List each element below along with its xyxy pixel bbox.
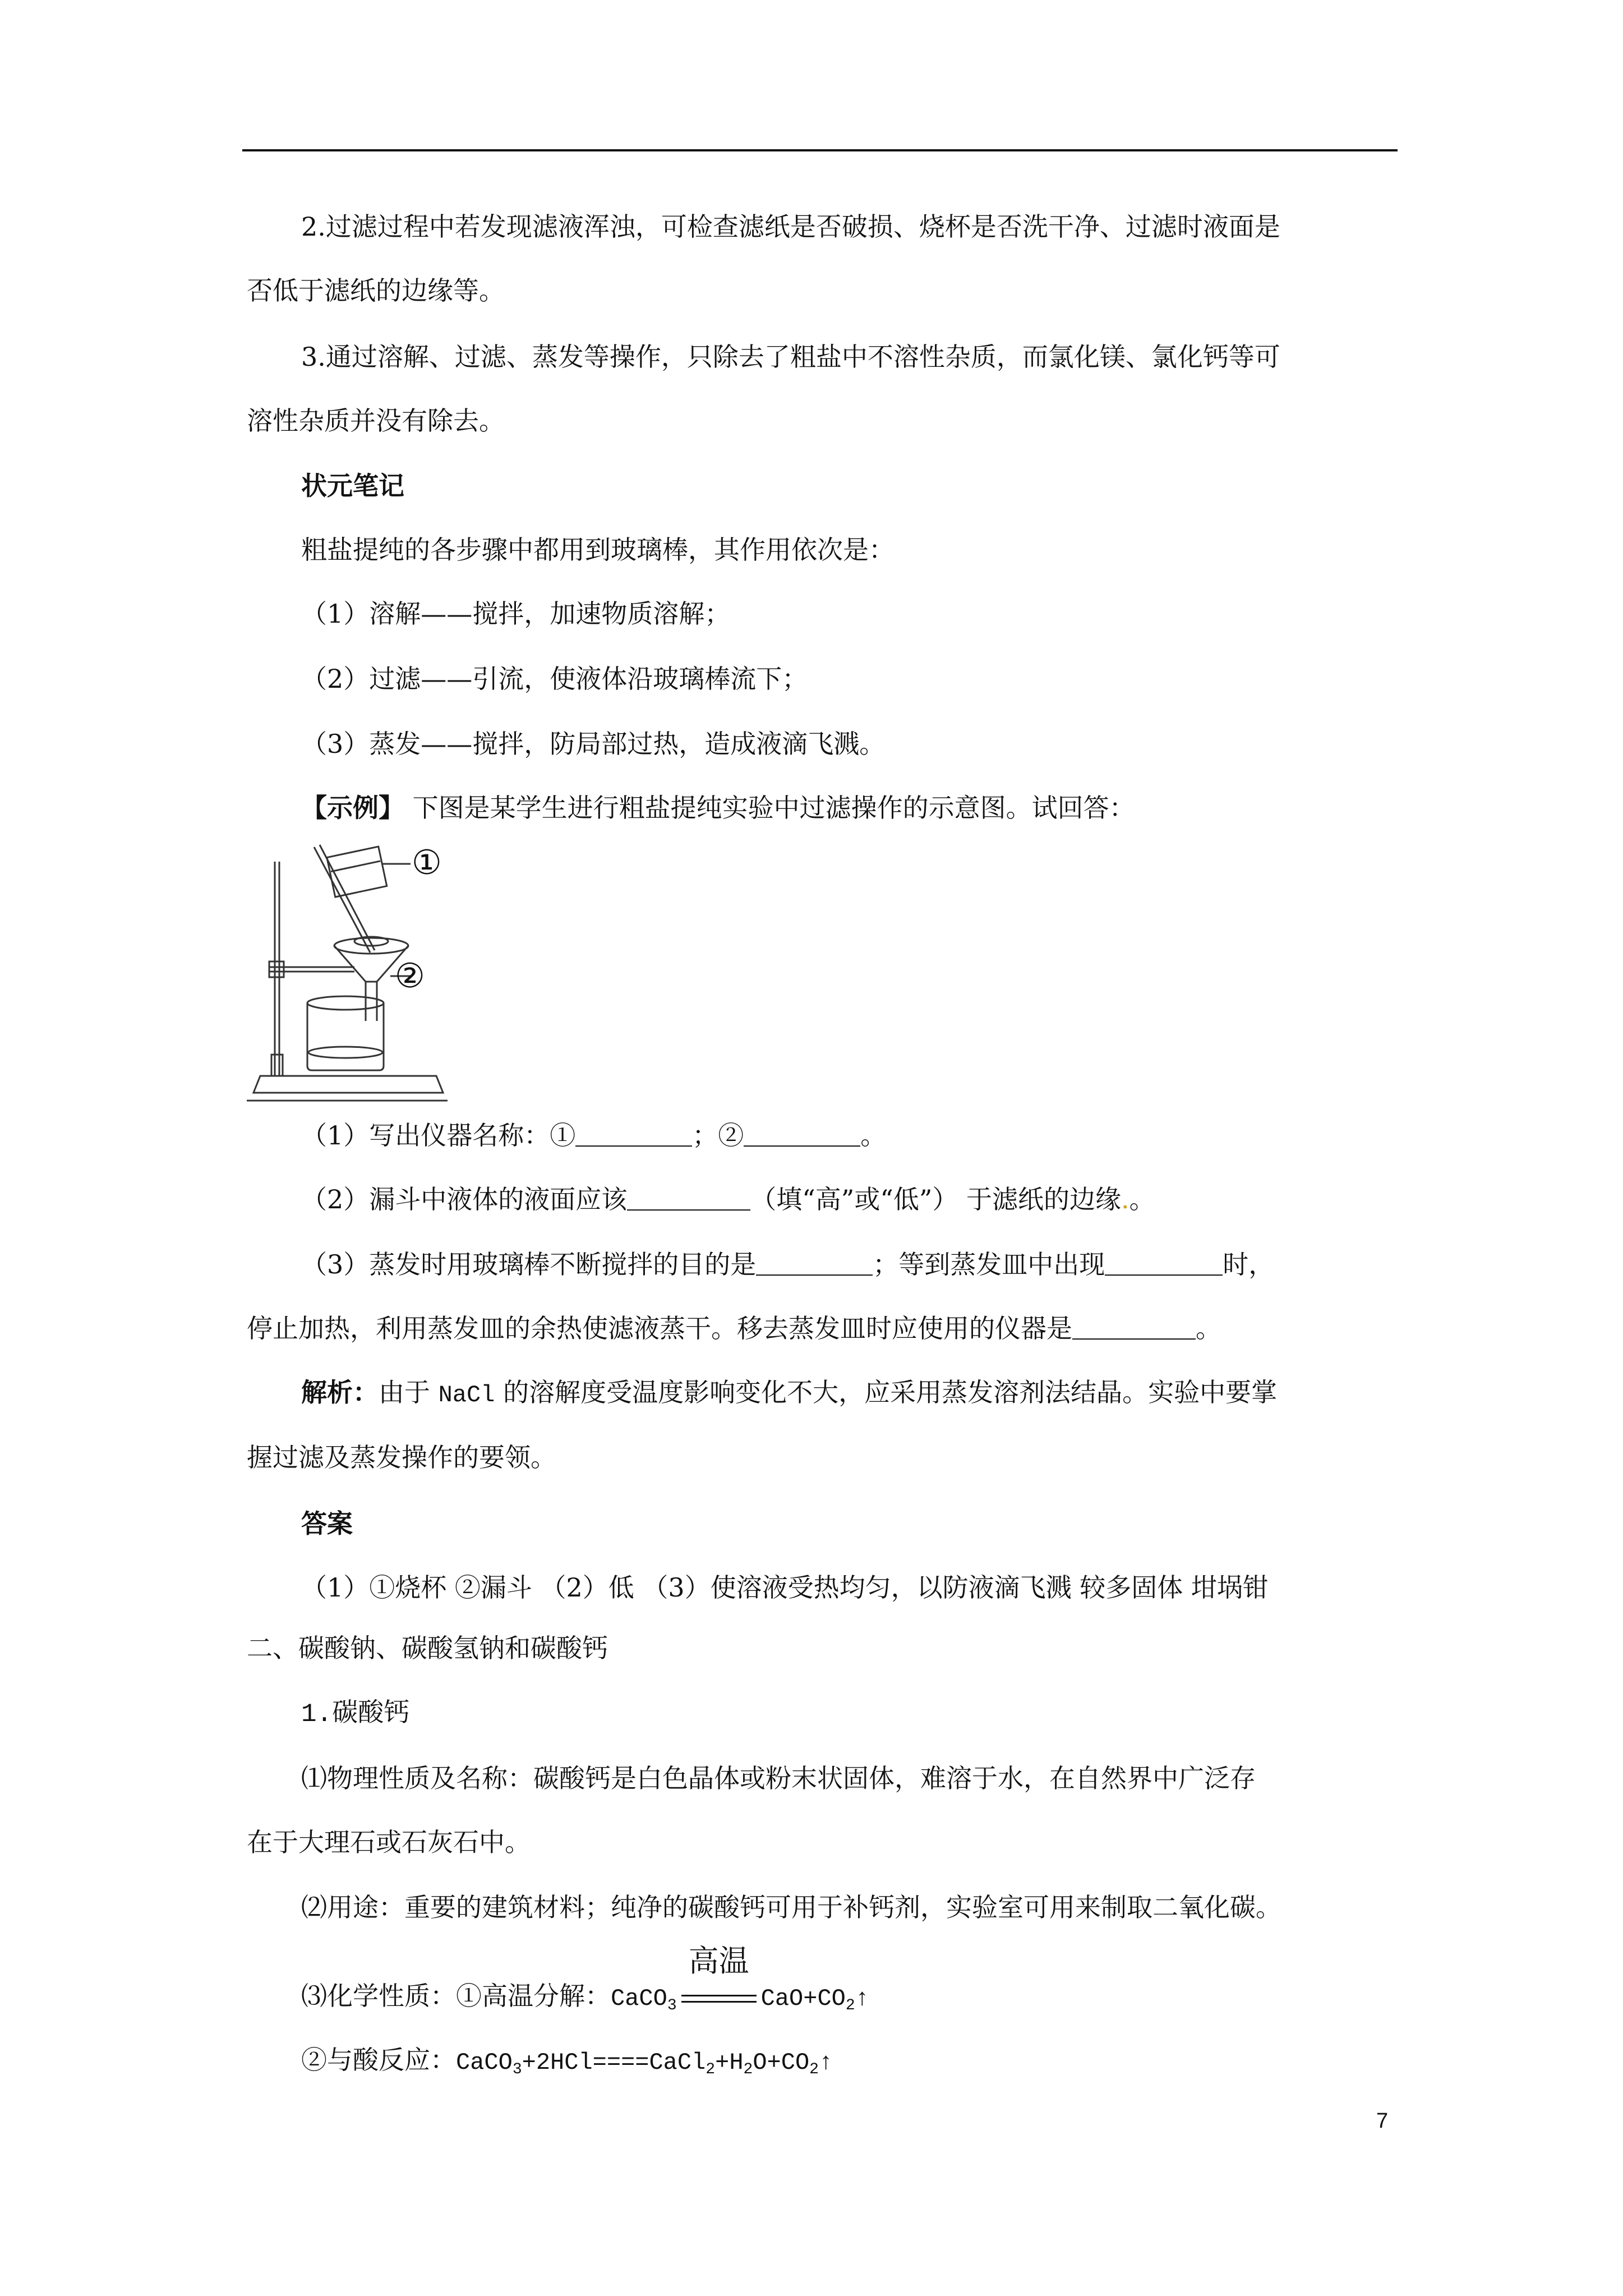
- glass-rod: [314, 847, 370, 953]
- question-1: [301, 1119, 1456, 1152]
- answer-blank[interactable]: [627, 1187, 750, 1211]
- question-text: 时，: [1223, 1249, 1275, 1280]
- answer-text: （1）①烧杯 ②漏斗 （2）低 （3）使溶液受热均匀，以防液滴飞溅 较多固体 坩埚钳: [301, 1572, 1269, 1603]
- formula: $CaO+CO_2↑$: [760, 1985, 869, 2014]
- question-text: （填“高”或“低”） 于滤纸的边缘: [750, 1184, 1121, 1214]
- subsection-heading: [301, 1697, 1456, 1731]
- question-text: ；②: [692, 1120, 744, 1151]
- answer-blank[interactable]: [1105, 1252, 1223, 1276]
- filtration-apparatus-diagram: [247, 835, 449, 1102]
- answer-blank[interactable]: [756, 1252, 873, 1276]
- question-text: 。: [1129, 1184, 1155, 1214]
- question-text: （3）蒸发时用玻璃棒不断搅拌的目的是: [301, 1249, 757, 1280]
- analysis: [301, 1375, 1456, 1412]
- question-text: 。: [860, 1120, 887, 1151]
- label-2: ②: [395, 956, 425, 996]
- question-3-cont: [247, 1312, 1402, 1345]
- list-item: （1）溶解——搅拌，加速物质溶解；: [301, 599, 731, 629]
- question-text: 停止加热，利用蒸发皿的余热使滤液蒸干。移去蒸发皿时应使用的仪器是: [247, 1313, 1072, 1343]
- page-number: 7: [1376, 2109, 1389, 2133]
- equation-decomposition: [301, 1943, 1456, 2016]
- paragraph-line: 3.通过溶解、过滤、蒸发等操作，只除去了粗盐中不溶性杂质，而氯化镁、氯化钙等可: [301, 342, 1280, 372]
- analysis-text: 的溶解度受温度影响变化不大，应采用蒸发溶剂法结晶。实验中要掌: [495, 1377, 1278, 1407]
- analysis-tag: 解析：: [301, 1377, 379, 1407]
- question-text: （2）漏斗中液体的液面应该: [301, 1184, 628, 1214]
- equation-acid: [301, 2043, 1456, 2079]
- paragraph-line: 粗盐提纯的各步骤中都用到玻璃棒，其作用依次是：: [301, 535, 895, 565]
- formula: $CaCO_3+2HCl====CaCl_2+H_2O+CO_2↑$: [456, 2049, 833, 2078]
- reaction-arrow: [677, 1943, 761, 2013]
- equation-label: ⑶化学性质：①高温分解：: [301, 1981, 611, 2011]
- analysis-cont: 握过滤及蒸发操作的要领。: [247, 1442, 556, 1473]
- answer-blank[interactable]: [1072, 1316, 1196, 1340]
- label-1: ①: [412, 843, 442, 882]
- question-2: [301, 1182, 1456, 1216]
- list-item: （2）过滤——引流，使液体沿玻璃棒流下；: [301, 664, 808, 694]
- example-tag: 【示例】: [301, 793, 404, 823]
- stand-base: [253, 1076, 443, 1093]
- paragraph-line: ⑴物理性质及名称：碳酸钙是白色晶体或粉末状固体，难溶于水，在自然界中广泛存: [301, 1763, 1256, 1793]
- answer-blank[interactable]: [575, 1123, 692, 1147]
- paragraph-line: ⑵用途：重要的建筑材料；纯净的碳酸钙可用于补钙剂，实验室可用来制取二氧化碳。: [301, 1892, 1281, 1922]
- header-rule: [242, 149, 1398, 151]
- formula: NaCl: [438, 1382, 495, 1409]
- analysis-text: 由于: [379, 1377, 439, 1407]
- notes-heading: 状元笔记: [301, 471, 404, 501]
- question-3: [301, 1248, 1456, 1281]
- question-text: ；等到蒸发皿中出现: [873, 1249, 1105, 1280]
- paragraph-line: 在于大理石或石灰石中。: [247, 1827, 531, 1857]
- mark-dot: .: [1121, 1184, 1129, 1214]
- paragraph-line: 否低于滤纸的边缘等。: [247, 275, 505, 306]
- answer-blank[interactable]: [744, 1123, 860, 1147]
- example-text: 下图是某学生进行粗盐提纯实验中过滤操作的示意图。试回答：: [404, 793, 1135, 823]
- question-text: （1）写出仪器名称：①: [301, 1120, 576, 1151]
- example-prompt: [301, 791, 1456, 825]
- section-heading: 二、碳酸钠、碳酸氢钠和碳酸钙: [247, 1633, 608, 1663]
- reaction-condition: 高温: [688, 1943, 749, 1978]
- paragraph-line: 溶性杂质并没有除去。: [247, 406, 505, 436]
- paragraph-line: 2.过滤过程中若发现滤液浑浊，可检查滤纸是否破损、烧杯是否洗干净、过滤时液面是: [301, 211, 1280, 242]
- list-item: （3）蒸发——搅拌，防局部过热，造成液滴飞溅。: [301, 729, 886, 759]
- formula: CaCO$_3$: [611, 1985, 677, 2014]
- equation-label: ②与酸反应：: [301, 2045, 456, 2075]
- question-text: 。: [1196, 1313, 1221, 1343]
- subsection-title: 1.碳酸钙: [301, 1700, 410, 1729]
- beaker-2: [307, 1003, 384, 1070]
- answer-heading: 答案: [301, 1508, 353, 1539]
